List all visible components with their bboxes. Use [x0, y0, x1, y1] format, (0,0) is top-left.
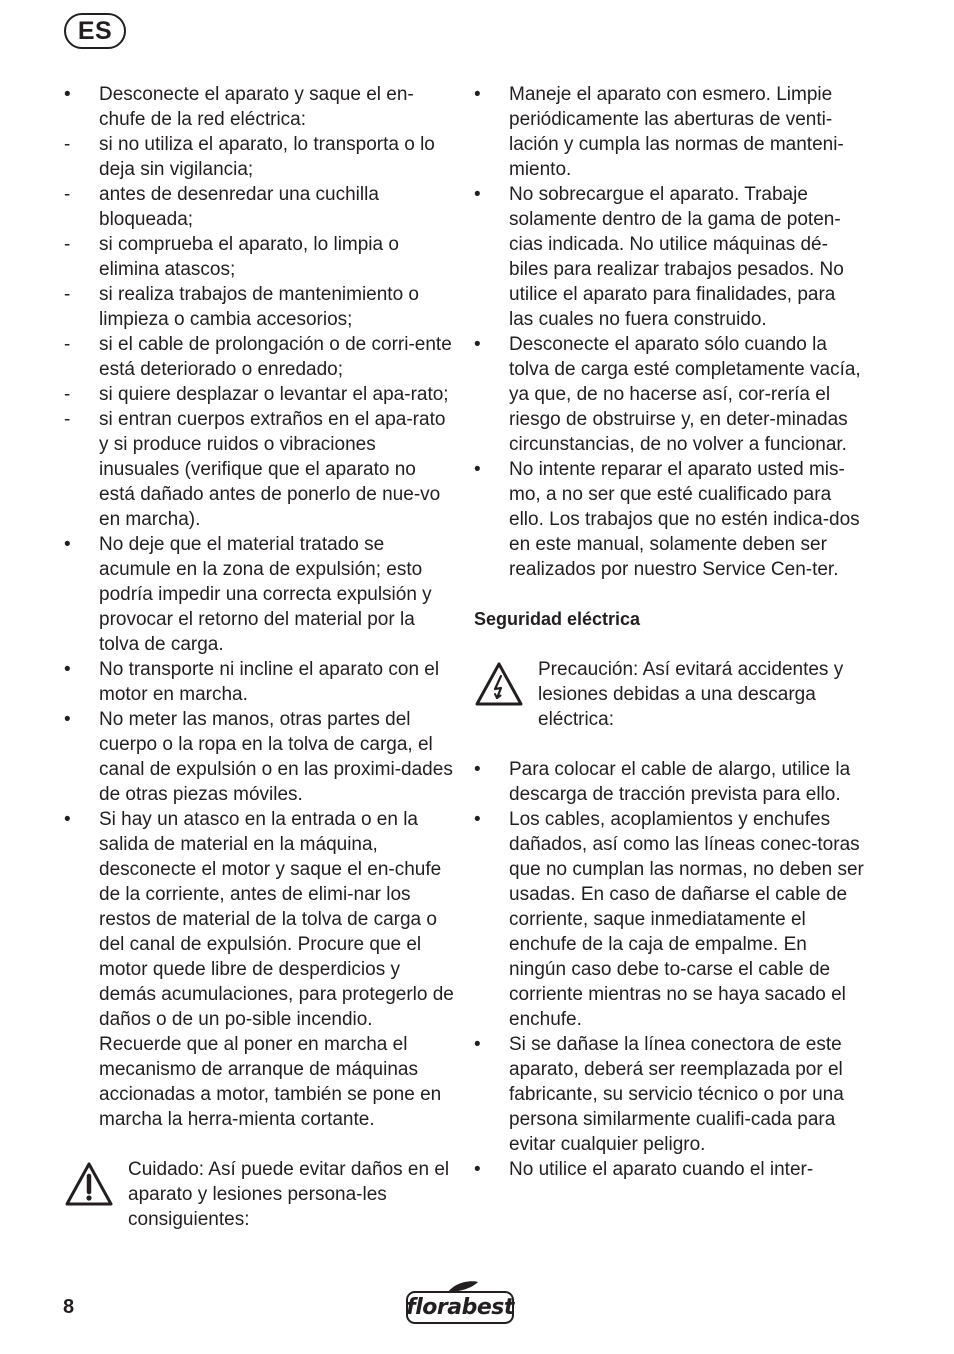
dash-marker: -	[64, 409, 71, 430]
electric-warning-icon	[474, 661, 524, 707]
list-item-text: No meter las manos, otras partes del cuerpo o la ropa en la tolva de carga, el canal de expulsión o en las proximi-dades de otras piezas móviles.	[99, 709, 453, 805]
sub-list-item	[64, 382, 454, 407]
sub-list-item-text: antes de desenredar una cuchilla bloqueada;	[99, 184, 379, 230]
list-item-text: Si se dañase la línea conectora de este aparato, deberá ser reemplazada por el fabricante, su servicio técnico o por una persona similarmente cualifi-cada para evitar cualquier peligro.	[509, 1034, 844, 1155]
spacer	[474, 582, 864, 607]
sub-list-item-text: si el cable de prolongación o de corri-ente está deteriorado o enredado;	[99, 334, 452, 380]
sub-list-item	[64, 132, 454, 182]
list-item	[64, 532, 454, 657]
caution-text: Cuidado: Así puede evitar daños en el aparato y lesiones persona-les consiguientes:	[128, 1159, 450, 1230]
list-item-text: No sobrecargue el aparato. Trabaje solamente dentro de la gama de poten-cias indicada. No utilice máquinas dé-biles para realizar trabajos pesados. No utilice el aparato para finalidades, para las cuales no fuera construido.	[509, 184, 844, 330]
sub-list-item-text: si entran cuerpos extraños en el apa-rato y si produce ruidos o vibraciones inusuales (verifique que el aparato no está dañado antes de ponerlo de nue-vo en marcha).	[99, 409, 446, 530]
sub-list-item	[64, 282, 454, 332]
brand-logo	[406, 1291, 514, 1324]
spacer	[474, 732, 864, 757]
list-item	[64, 707, 454, 807]
bullet-marker: •	[64, 809, 71, 830]
dash-marker: -	[64, 184, 71, 205]
list-item	[64, 807, 454, 1132]
dash-marker: -	[64, 134, 71, 155]
bullet-marker: •	[64, 84, 71, 105]
exclamation-warning-icon	[64, 1161, 114, 1207]
sub-list-item	[64, 407, 454, 532]
caution-notice	[64, 1157, 454, 1232]
list-item-text: No utilice el aparato cuando el inter-	[509, 1159, 814, 1180]
list-item-text: Los cables, acoplamientos y enchufes dañados, así como las líneas conec-toras que no cumplan las normas, no deben ser usadas. En caso de dañarse el cable de corriente, saque inmediatamente el enchufe de la caja de empalme. En ningún caso debe to-carse el cable de corriente mientras no se haya sacado el enchufe.	[509, 809, 864, 1030]
list-item-text: Maneje el aparato con esmero. Limpie periódicamente las aberturas de venti-lación y cumpla las normas de manteni-miento.	[509, 84, 844, 180]
dash-marker: -	[64, 284, 71, 305]
brand-name: florabest	[406, 1295, 514, 1320]
bullet-marker: •	[474, 334, 481, 355]
sub-list-item-text: si realiza trabajos de mantenimiento o limpieza o cambia accesorios;	[99, 284, 420, 330]
list-item	[474, 1157, 864, 1182]
bullet-marker: •	[474, 809, 481, 830]
list-item	[474, 807, 864, 1032]
sub-list-item	[64, 332, 454, 382]
bullet-marker: •	[474, 1034, 481, 1055]
sub-list-item-text: si no utiliza el aparato, lo transporta o lo deja sin vigilancia;	[99, 134, 435, 180]
list-item	[474, 1032, 864, 1157]
precaution-notice	[474, 657, 864, 732]
list-item	[474, 757, 864, 807]
dash-marker: -	[64, 384, 71, 405]
dash-marker: -	[64, 334, 71, 355]
spacer	[474, 632, 864, 657]
list-item-text: Desconecte el aparato sólo cuando la tolva de carga esté completamente vacía, ya que, de no hacerse así, cor-rería el riesgo de obstruirse y, en deter-minadas circunstancias, de no volver a funcionar.	[509, 334, 861, 455]
bullet-marker: •	[474, 1159, 481, 1180]
language-badge	[64, 13, 126, 49]
list-item	[474, 332, 864, 457]
sub-list-item	[64, 232, 454, 282]
list-item	[64, 82, 454, 132]
language-code: ES	[77, 16, 113, 45]
sub-list-item-text: si comprueba el aparato, lo limpia o elimina atascos;	[99, 234, 399, 280]
list-item	[64, 657, 454, 707]
list-item-text: Para colocar el cable de alargo, utilice la descarga de tracción prevista para ello.	[509, 759, 851, 805]
sub-list-item	[64, 182, 454, 232]
bullet-marker: •	[474, 84, 481, 105]
list-item-text: No deje que el material tratado se acumule en la zona de expulsión; esto podría impedir una correcta expulsión y provocar el retorno del material por la tolva de carga.	[99, 534, 432, 655]
list-item	[474, 457, 864, 582]
bullet-marker: •	[64, 709, 71, 730]
right-column	[474, 82, 864, 1182]
sub-list-item-text: si quiere desplazar o levantar el apa-rato;	[99, 384, 449, 405]
list-item-text: Desconecte el aparato y saque el en-chufe de la red eléctrica:	[99, 84, 414, 130]
bullet-marker: •	[64, 659, 71, 680]
bullet-marker: •	[64, 534, 71, 555]
left-column	[64, 82, 454, 1232]
page-number: 8	[63, 1296, 75, 1318]
precaution-text: Precaución: Así evitará accidentes y lesiones debidas a una descarga eléctrica:	[538, 659, 844, 730]
list-item-text: No intente reparar el aparato usted mis-mo, a no ser que esté cualificado para ello. Los trabajos que no estén indica-dos en este manual, solamente deben ser realizados por nuestro Service Cen-ter.	[509, 459, 860, 580]
bullet-marker: •	[474, 459, 481, 480]
bullet-marker: •	[474, 184, 481, 205]
bullet-marker: •	[474, 759, 481, 780]
list-item-text: Si hay un atasco en la entrada o en la salida de material en la máquina, desconecte el motor y saque el en-chufe de la corriente, antes de elimi-nar los restos de material de la tolva de carga o del canal de expulsión. Procure que el motor quede libre de desperdicios y demás acumulaciones, para protegerlo de daños o de un po-sible incendio. Recuerde que al poner en marcha el mecanismo de arranque de máquinas accionadas a motor, también se pone en marcha la herra-mienta cortante.	[99, 809, 454, 1130]
spacer	[64, 1132, 454, 1157]
section-title: Seguridad eléctrica	[474, 609, 641, 629]
list-item-text: No transporte ni incline el aparato con el motor en marcha.	[99, 659, 440, 705]
list-item	[474, 182, 864, 332]
dash-marker: -	[64, 234, 71, 255]
list-item	[474, 82, 864, 182]
